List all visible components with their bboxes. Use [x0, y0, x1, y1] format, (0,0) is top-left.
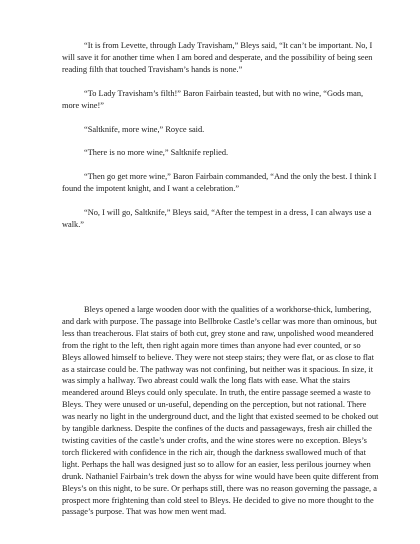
paragraph: “Saltknife, more wine,” Royce said.	[84, 124, 205, 134]
paragraph: “No, I will go, Saltknife,” Bleys said, “After the tempest in a dress, I can always use a walk.”	[62, 208, 372, 230]
narrative-section	[62, 304, 380, 518]
paragraph: “Then go get more wine,” Baron Fairbain commanded, “And the only the best. I think I found the impotent knight, and I want a celebration.”	[62, 172, 377, 194]
paragraph: “It is from Levette, through Lady Travisham,” Bleys said, “It can’t be important. No, I will save it for another time when I am bored and desperate, and the possibility of being seen reading filth that touched Travisham’s hands is none.”	[62, 41, 373, 74]
paragraph: “There is no more wine,” Saltknife replied.	[84, 148, 229, 158]
paragraph: Bleys opened a large wooden door with the qualities of a workhorse-thick, lumbering, and dark with purpose. The passage into Bellbroke Castle’s cellar was more than ominous, but less than treacherous. Flat stairs of both cut, grey stone and raw, unpolished wood meandered from the right to the left, then right again more times than anyone had ever counted, or so Bleys allowed himself to believe. They were not steep stairs; they were flat, or as close to flat as a staircase could be. The pathway was not confining, but neither was it spacious. In size, it was simply a hallway. Two abreast could walk the long flats with ease. What the stairs meandered around Bleys could only speculate. In truth, the entire passage seemed a waste to Bleys. They were unused or un-useful, depending on the perception, but not rational. There was nearly no light in the underground duct, and the light that existed seemed to be choked out by tangible darkness. Despite the confines of the ducts and passageways, fresh air chilled the twisting cavities of the castle’s under crofts, and the wine stores were no exception. Bleys’s torch flickered with confidence in the rich air, though the darkness swallowed much of that light. Perhaps the hall was designed just so to allow for an easier, less perilous journey when drunk. Nathaniel Fairbain’s trek down the abyss for wine would have been quite different from Bleys’s on this night, to be sure. Or perhaps still, there was no reason governing the passage, a prospect more frightening than cold steel to Bleys. He decided to give no more thought to the passage’s purpose. That was how men went mad.	[62, 305, 379, 517]
dialogue-section	[62, 40, 380, 243]
paragraph: “To Lady Travisham’s filth!” Baron Fairbain teasted, but with no wine, “Gods man, more wine!”	[62, 88, 364, 110]
